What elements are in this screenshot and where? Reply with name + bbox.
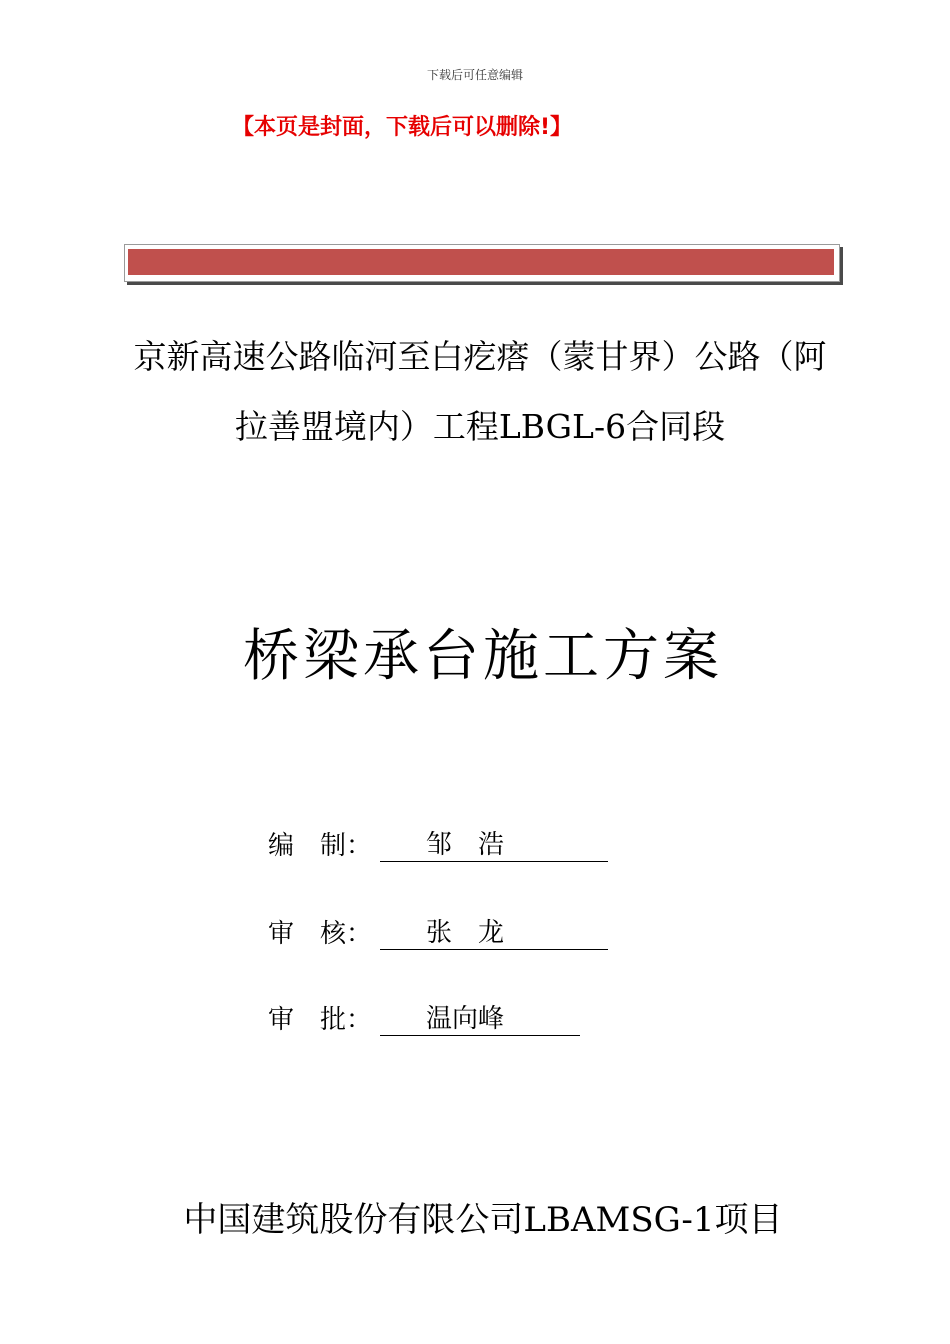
organization-name: 中国建筑股份有限公司LBAMSG-1项目	[183, 1200, 783, 1240]
project-title	[100, 322, 860, 462]
project-title-line-1: 京新高速公路临河至白疙瘩（蒙甘界）公路（阿	[133, 337, 827, 376]
signature-label: 审 核：	[268, 919, 373, 949]
signature-value: 邹 浩	[380, 830, 608, 862]
signature-value: 张 龙	[380, 918, 608, 950]
signature-label: 审 批：	[268, 1005, 373, 1035]
project-title-line-2: 拉善盟境内）工程LBGL-6合同段	[234, 407, 726, 446]
signature-label: 编 制：	[268, 831, 373, 861]
header-note: 下载后可任意编辑	[426, 68, 523, 82]
signature-row-reviewer	[268, 914, 608, 950]
decorative-banner	[124, 244, 842, 284]
document-title: 桥梁承台施工方案	[243, 624, 723, 689]
banner-bar	[128, 249, 834, 275]
signature-row-compiler	[268, 826, 608, 862]
cover-notice: 【本页是封面，下载后可以删除!】	[232, 115, 573, 140]
signature-value: 温向峰	[380, 1004, 580, 1036]
signature-row-approver	[268, 1000, 580, 1036]
